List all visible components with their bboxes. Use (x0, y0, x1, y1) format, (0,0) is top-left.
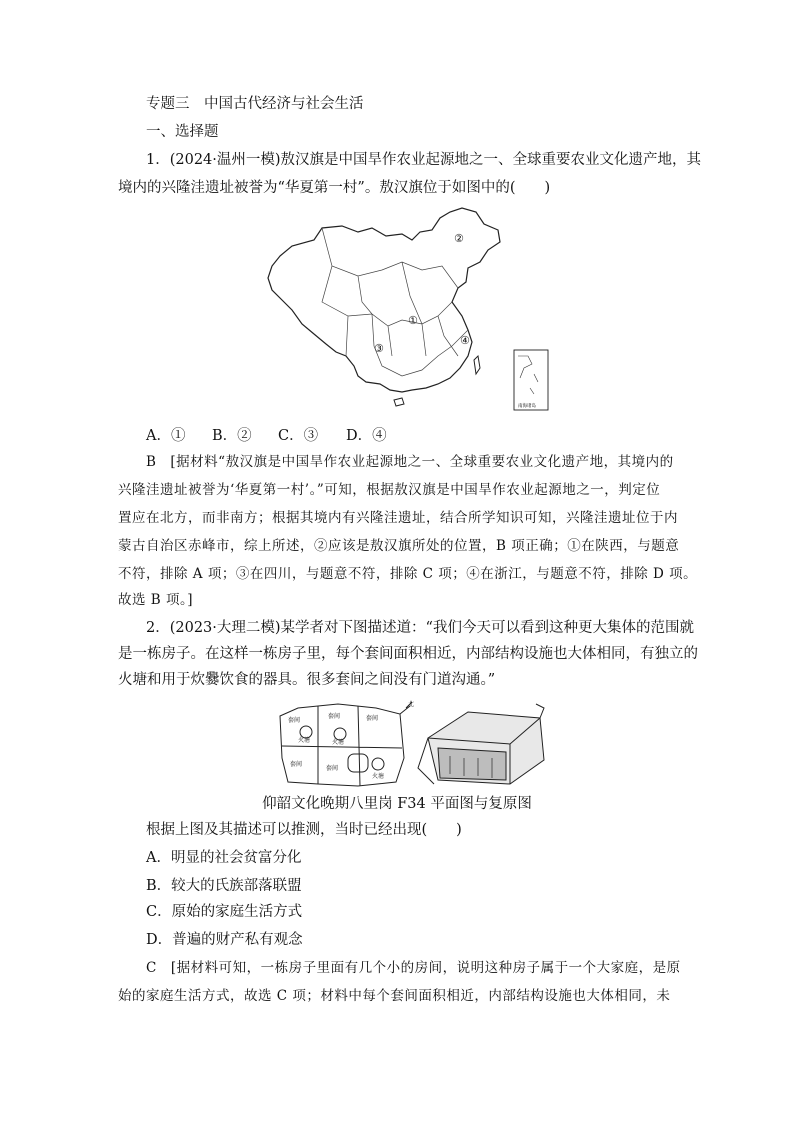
q1-answer-line6: 故选 B 项。] (118, 592, 194, 608)
map-marker-1: ① (408, 314, 418, 327)
province-borders (322, 228, 468, 376)
q1-answer-line3: 置应在北方，而非南方；根据其境内有兴隆洼遗址，结合所学知识可知，兴隆洼遗址位于内 (118, 510, 678, 526)
q2-stem-line1: 2．(2023·大理二模)某学者对下图描述道：“我们今天可以看到这种更大集体的范围就 (146, 620, 694, 636)
plan-label-2: 套间 (328, 713, 341, 720)
q2-option-b: B．较大的氏族部落联盟 (146, 878, 302, 894)
floor-plan (280, 701, 415, 786)
figure-caption: 仰韶文化晚期八里岗 F34 平面图与复原图 (262, 796, 532, 812)
north-arrow-label: 北 (408, 701, 415, 708)
q2-stem-line3: 火塘和用于炊爨饮食的器具。很多套间之间没有门道沟通。” (118, 672, 496, 688)
plan-label-7: 套间 (326, 765, 339, 772)
china-outline (268, 208, 500, 392)
q1-option-b: B．② (212, 428, 252, 444)
plan-label-4: 套间 (366, 715, 379, 722)
section-heading: 一、选择题 (146, 124, 219, 140)
map-marker-2: ② (454, 232, 464, 245)
reconstruction-drawing (418, 704, 544, 784)
house-figures (278, 698, 548, 790)
map-marker-3: ③ (374, 342, 384, 355)
q1-stem-line2: 境内的兴隆洼遗址被誉为“华夏第一村”。敖汉旗位于如图中的( ) (118, 180, 551, 196)
q2-question: 根据上图及其描述可以推测，当时已经出现( ) (146, 822, 462, 838)
inset-label: 南海诸岛 (518, 404, 536, 409)
plan-label-6: 套间 (290, 761, 303, 768)
q1-stem-line1: 1．(2024·温州一模)敖汉旗是中国旱作农业起源地之一、全球重要农业文化遗产地，其 (146, 152, 702, 168)
page-title: 专题三 中国古代经济与社会生活 (146, 96, 364, 112)
q1-answer-line4: 蒙古自治区赤峰市，综上所述，②应该是敖汉旗所处的位置，B 项正确；①在陕西，与题意 (118, 538, 680, 554)
q1-option-a: A．① (146, 428, 186, 444)
q2-stem-line2: 是一栋房子。在这样一栋房子里，每个套间面积相近，内部结构设施也大体相同，有独立的 (118, 646, 698, 662)
plan-label-5: 火塘 (332, 739, 345, 746)
q1-answer-line1: B [据材料“敖汉旗是中国旱作农业起源地之一、全球重要农业文化遗产地，其境内的 (146, 454, 674, 470)
china-map (262, 206, 552, 412)
q1-answer-line5: 不符，排除 A 项；③在四川，与题意不符，排除 C 项；④在浙江，与题意不符，排除 D 项。 (118, 566, 698, 582)
q1-option-c: C．③ (278, 428, 319, 444)
q1-answer-line2: 兴隆洼遗址被誉为‘华夏第一村’。”可知，根据敖汉旗是中国旱作农业起源地之一，判定位 (118, 482, 661, 498)
hainan-island (394, 398, 404, 406)
q2-option-c: C．原始的家庭生活方式 (146, 904, 303, 920)
south-china-sea-inset (514, 350, 548, 410)
plan-label-8: 火塘 (372, 773, 385, 780)
q2-option-d: D．普遍的财产私有观念 (146, 932, 303, 948)
q2-answer-line1: C [据材料可知，一栋房子里面有几个小的房间，说明这种房子属于一个大家庭，是原 (146, 960, 681, 976)
q2-answer-line2: 始的家庭生活方式，故选 C 项；材料中每个套间面积相近，内部结构设施也大体相同，未 (118, 988, 671, 1004)
q1-option-d: D．④ (346, 428, 387, 444)
q2-option-a: A．明显的社会贫富分化 (146, 850, 302, 866)
map-marker-4: ④ (460, 334, 470, 347)
taiwan-island (474, 356, 480, 374)
plan-label-1: 套间 (288, 717, 301, 724)
plan-label-3: 火塘 (298, 737, 311, 744)
